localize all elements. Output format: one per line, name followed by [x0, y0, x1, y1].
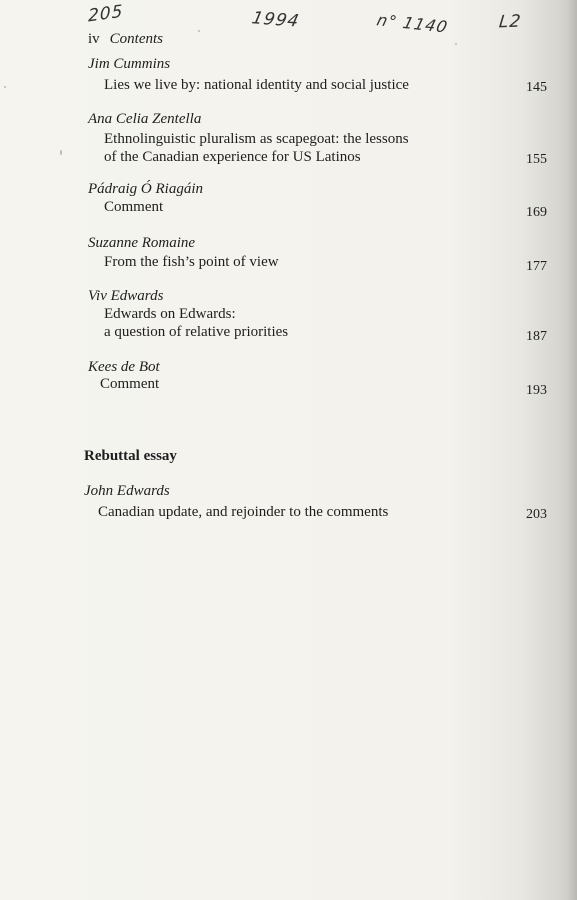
running-head-title: Contents — [109, 31, 164, 47]
toc-page-number: 169 — [526, 205, 547, 220]
scan-speck — [60, 150, 62, 155]
handwritten-annotation: L2 — [497, 11, 523, 33]
page-folio: iv — [88, 31, 100, 47]
toc-page-number: 177 — [526, 259, 547, 274]
toc-author: Pádraig Ó Riagáin — [88, 181, 203, 197]
toc-author: Kees de Bot — [88, 359, 160, 375]
scan-speck — [198, 30, 200, 32]
toc-page-number: 145 — [526, 80, 547, 95]
toc-page-number: 193 — [526, 383, 547, 398]
toc-page-number: 203 — [526, 507, 547, 522]
toc-title-line: Edwards on Edwards: — [104, 306, 236, 322]
toc-title-line: Comment — [100, 376, 160, 392]
toc-page-number: 187 — [526, 329, 547, 344]
toc-author: Viv Edwards — [88, 288, 164, 304]
toc-author: Jim Cummins — [88, 56, 171, 72]
toc-title-line: of the Canadian experience for US Latinos — [104, 149, 361, 165]
section-heading: Rebuttal essay — [84, 448, 177, 464]
running-head — [88, 31, 163, 48]
toc-title-line: Comment — [104, 199, 164, 215]
toc-author: John Edwards — [84, 483, 170, 499]
toc-title-line: Ethnolinguistic pluralism as scapegoat: the lessons — [104, 131, 409, 147]
handwritten-annotation: n° 1140 — [374, 10, 451, 37]
page-edge-shadow — [567, 0, 577, 900]
handwritten-annotation: 205 — [88, 1, 124, 27]
toc-title-line: Lies we live by: national identity and social justice — [104, 77, 409, 93]
toc-author: Ana Celia Zentella — [88, 111, 202, 127]
toc-author: Suzanne Romaine — [88, 235, 196, 251]
scan-speck — [455, 43, 457, 45]
toc-page-number: 155 — [526, 152, 547, 167]
toc-title-line: From the fish’s point of view — [104, 254, 279, 270]
handwritten-annotation: 1994 — [249, 8, 302, 32]
toc-title-line: Canadian update, and rejoinder to the comments — [98, 504, 389, 520]
scan-speck — [4, 86, 6, 88]
toc-title-line: a question of relative priorities — [104, 324, 289, 340]
